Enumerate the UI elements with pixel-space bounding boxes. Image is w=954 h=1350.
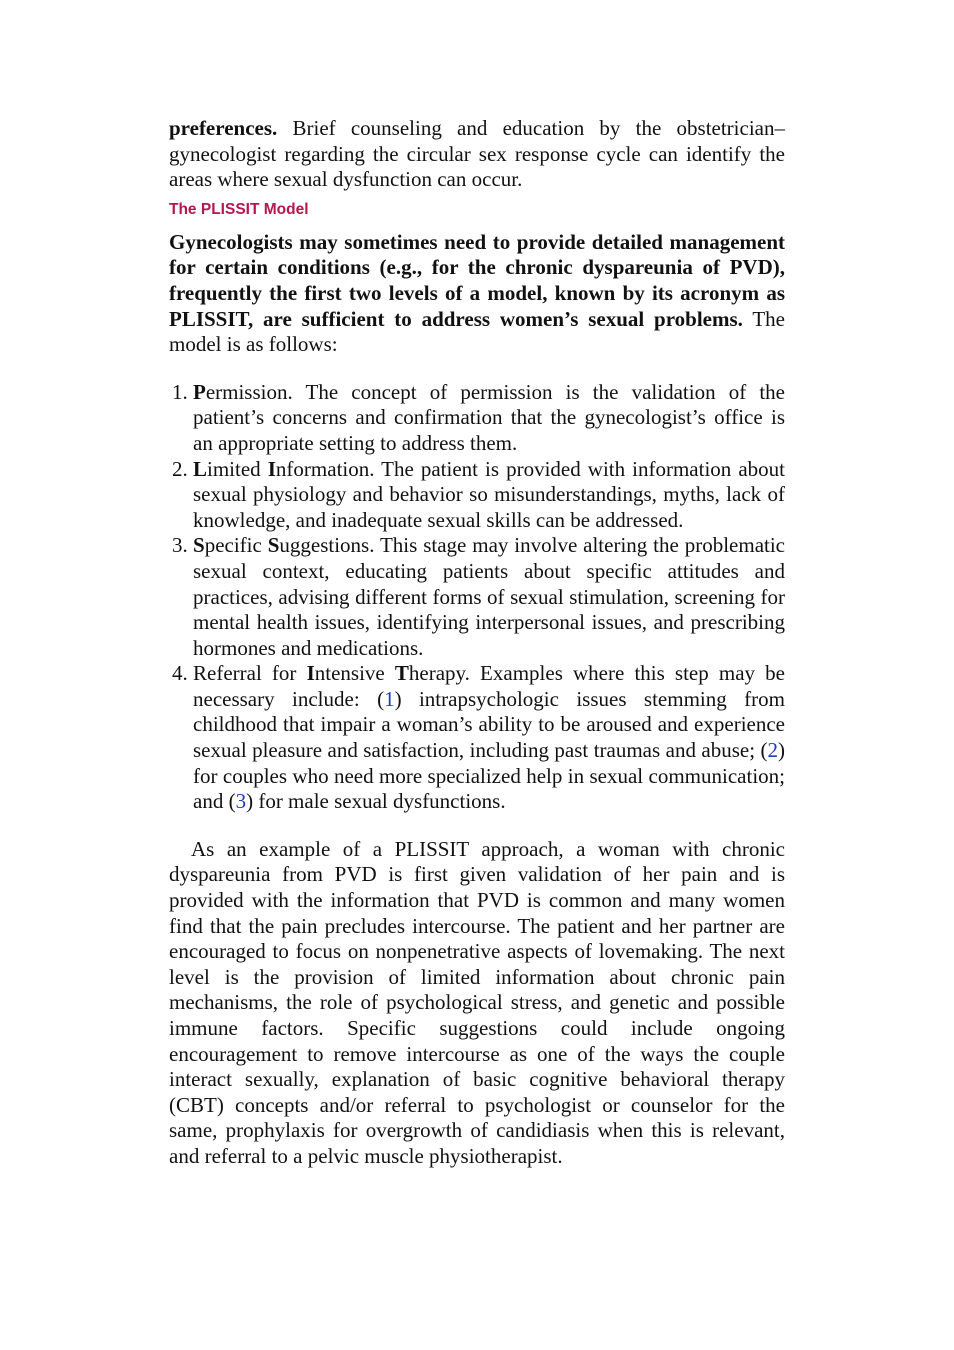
section-heading: The PLISSIT Model xyxy=(169,200,309,218)
list-item xyxy=(169,661,785,815)
list-item xyxy=(169,533,785,661)
list-item-bold-letter: P xyxy=(193,379,206,404)
intro-text: Brief counseling and education by the obstetrician–gynecologist regarding the circular sex response cycle can identify the areas where sexual dysfunction can occur. xyxy=(169,116,785,192)
list-item-number: 4. xyxy=(172,661,188,686)
list-item-text: uggestions. This stage may involve altering the problematic sexual context, educating patients about specific attitudes and practices, advising different forms of sexual stimulation, screening for mental health issues, identifying interpersonal issues, and prescribing hormones and medications. xyxy=(193,533,786,660)
list-item-text: ntensive xyxy=(314,661,395,686)
list-item-bold-letter: L xyxy=(193,456,208,481)
list-item-bold-letter: I xyxy=(267,456,276,481)
intro-paragraph xyxy=(169,116,785,193)
list-item-text: nformation. The patient is provided with information about sexual physiology and behavior so misunderstandings, myths, lack of knowledge, and inadequate sexual skills can be addressed. xyxy=(193,456,786,532)
list-item-bold-letter: T xyxy=(394,661,409,686)
list-item-text: herapy. Examples where this step may be necessary include: ( xyxy=(193,661,786,711)
lead-bold-text: Gynecologists may sometimes need to provide detailed management for certain conditions (e.g., for the chronic dyspareunia of PVD), frequently the first two levels of a model, known by its acronym as PLISSIT, are sufficient to address women’s sexual problems. xyxy=(169,229,785,331)
list-item-bold-letter: S xyxy=(267,533,280,558)
list-item-text: pecific xyxy=(204,533,268,558)
reference-link[interactable]: 2 xyxy=(767,738,778,763)
intro-bold-lead: preferences. xyxy=(169,116,278,140)
list-item-text: ermission. The concept of permission is the validation of the patient’s concerns and confirmation that the gynecologist’s office is an appropriate setting to address them. xyxy=(193,379,785,455)
list-item-text: ) for male sexual dysfunctions. xyxy=(246,789,506,814)
reference-link[interactable]: 1 xyxy=(384,686,395,711)
lead-paragraph xyxy=(169,230,785,358)
list-item-number: 3. xyxy=(172,533,188,558)
list-item-text: ) for couples who need more specialized help in sexual communication; and ( xyxy=(193,738,785,814)
list-item xyxy=(169,380,785,457)
list-item-bold-letter: I xyxy=(306,661,315,686)
list-item-number: 2. xyxy=(172,456,188,481)
document-page xyxy=(169,116,785,1170)
list-item xyxy=(169,457,785,534)
lead-text: The model is as follows: xyxy=(169,306,785,357)
list-item-text: ) intrapsychologic issues stemming from childhood that impair a woman’s ability to be aroused and experience sexual pleasure and satisfaction, including past traumas and abuse; ( xyxy=(193,686,785,763)
reference-link[interactable]: 3 xyxy=(235,789,247,814)
list-item-text: imited xyxy=(207,456,268,481)
plissit-levels-list xyxy=(169,380,785,815)
list-item-number: 1. xyxy=(172,379,188,404)
example-paragraph: As an example of a PLISSIT approach, a woman with chronic dyspareunia from PVD is first given validation of her pain and is provided with the information that PVD is common and many women find that the pain precludes intercourse. The patient and her partner are encouraged to focus on nonpenetrative aspects of lovemaking. The next level is the provision of limited information about chronic pain mechanisms, the role of psychological stress, and genetic and possible immune factors. Specific suggestions could include ongoing encouragement to remove intercourse as one of the ways the couple interact sexually, explanation of basic cognitive behavioral therapy (CBT) concepts and/or referral to psychologist or counselor for the same, prophylaxis for overgrowth of candidiasis when this is relevant, and referral to a pelvic muscle physiotherapist. xyxy=(169,836,785,1168)
list-item-text: Referral for xyxy=(193,661,307,686)
list-item-bold-letter: S xyxy=(193,533,205,558)
